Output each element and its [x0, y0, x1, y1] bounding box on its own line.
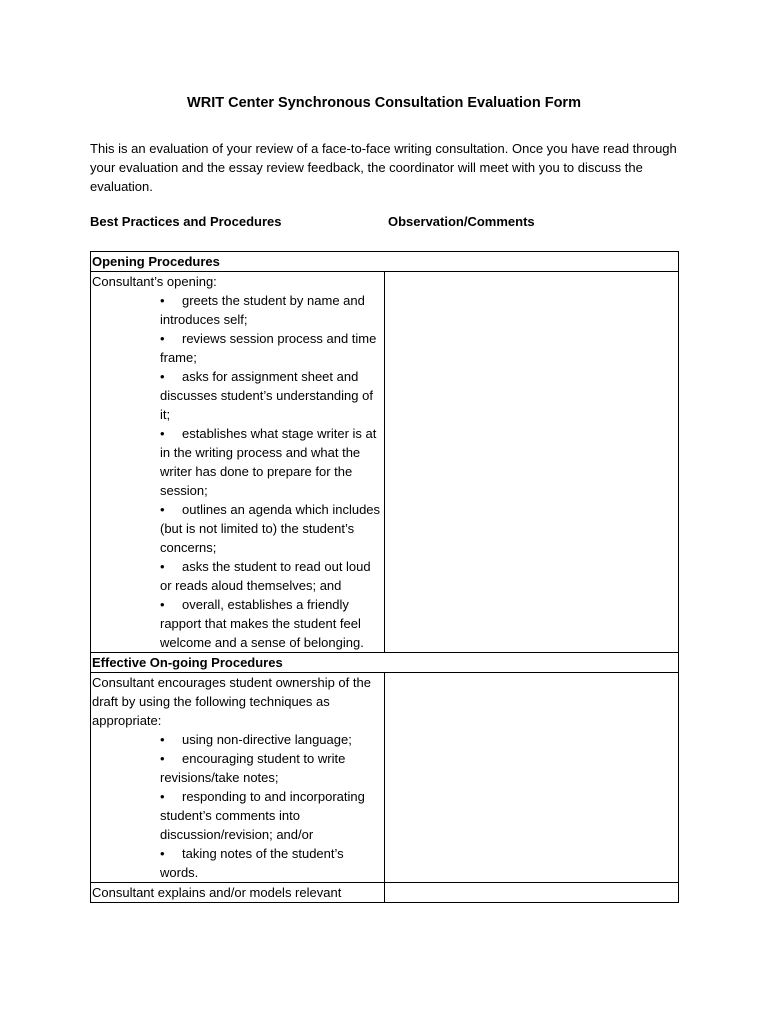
bullet-icon: • — [160, 426, 165, 441]
section-header-row — [91, 252, 679, 272]
list-item-text: asks for assignment sheet and discusses student’s understanding of it; — [160, 369, 373, 422]
list-item — [160, 844, 384, 882]
list-item-text: establishes what stage writer is at in the writing process and what the writer has done to prepare for the session; — [160, 426, 377, 498]
list-item-text: reviews session process and time frame; — [160, 331, 377, 365]
bullet-icon: • — [160, 789, 165, 804]
row-lead-text: Consultant’s opening: — [92, 274, 217, 289]
list-item-text: outlines an agenda which includes (but is not limited to) the student’s concerns; — [160, 502, 381, 555]
list-item — [160, 787, 384, 844]
table-row — [91, 272, 679, 653]
list-item-text: using non-directive language; — [182, 732, 352, 747]
intro-paragraph: This is an evaluation of your review of a face-to-face writing consultation. Once you have read through your evaluation and the essay review feedback, the coordinator will meet with you to discuss the evaluation. — [90, 141, 677, 194]
list-item — [160, 500, 384, 557]
bullet-icon: • — [160, 559, 165, 574]
table-row — [91, 673, 679, 883]
section-header-row — [91, 653, 679, 673]
list-item — [160, 557, 384, 595]
list-item — [160, 730, 384, 749]
form-title: WRIT Center Synchronous Consultation Evaluation Form — [187, 95, 581, 111]
list-item — [160, 749, 384, 787]
evaluation-table — [90, 251, 679, 903]
bullet-icon: • — [160, 331, 165, 346]
table-row — [91, 883, 679, 903]
comments-cell[interactable] — [385, 272, 679, 653]
list-item-text: taking notes of the student’s words. — [160, 846, 344, 880]
bullet-icon: • — [160, 732, 165, 747]
practice-list — [92, 730, 384, 882]
list-item — [160, 367, 384, 424]
column-header-practices: Best Practices and Procedures — [90, 214, 282, 229]
practices-cell — [91, 673, 385, 883]
bullet-icon: • — [160, 751, 165, 766]
comments-cell[interactable] — [385, 883, 679, 903]
practices-cell — [91, 272, 385, 653]
practices-cell: Consultant explains and/or models relevant — [91, 883, 385, 903]
list-item-text: greets the student by name and introduces self; — [160, 293, 365, 327]
comments-cell[interactable] — [385, 673, 679, 883]
row-lead-text: Consultant encourages student ownership of the draft by using the following techniques as appropriate: — [92, 675, 371, 728]
list-item — [160, 595, 384, 652]
bullet-icon: • — [160, 369, 165, 384]
list-item — [160, 291, 384, 329]
list-item-text: responding to and incorporating student’s comments into discussion/revision; and/or — [160, 789, 365, 842]
list-item — [160, 329, 384, 367]
bullet-icon: • — [160, 846, 165, 861]
bullet-icon: • — [160, 597, 165, 612]
list-item-text: encouraging student to write revisions/take notes; — [160, 751, 346, 785]
section-heading-ongoing: Effective On-going Procedures — [91, 653, 679, 673]
column-header-comments: Observation/Comments — [388, 214, 535, 229]
bullet-icon: • — [160, 502, 165, 517]
list-item-text: overall, establishes a friendly rapport that makes the student feel welcome and a sense of belonging. — [160, 597, 364, 650]
bullet-icon: • — [160, 293, 165, 308]
list-item — [160, 424, 384, 500]
list-item-text: asks the student to read out loud or reads aloud themselves; and — [160, 559, 371, 593]
practice-list — [92, 291, 384, 652]
section-heading-opening: Opening Procedures — [91, 252, 679, 272]
